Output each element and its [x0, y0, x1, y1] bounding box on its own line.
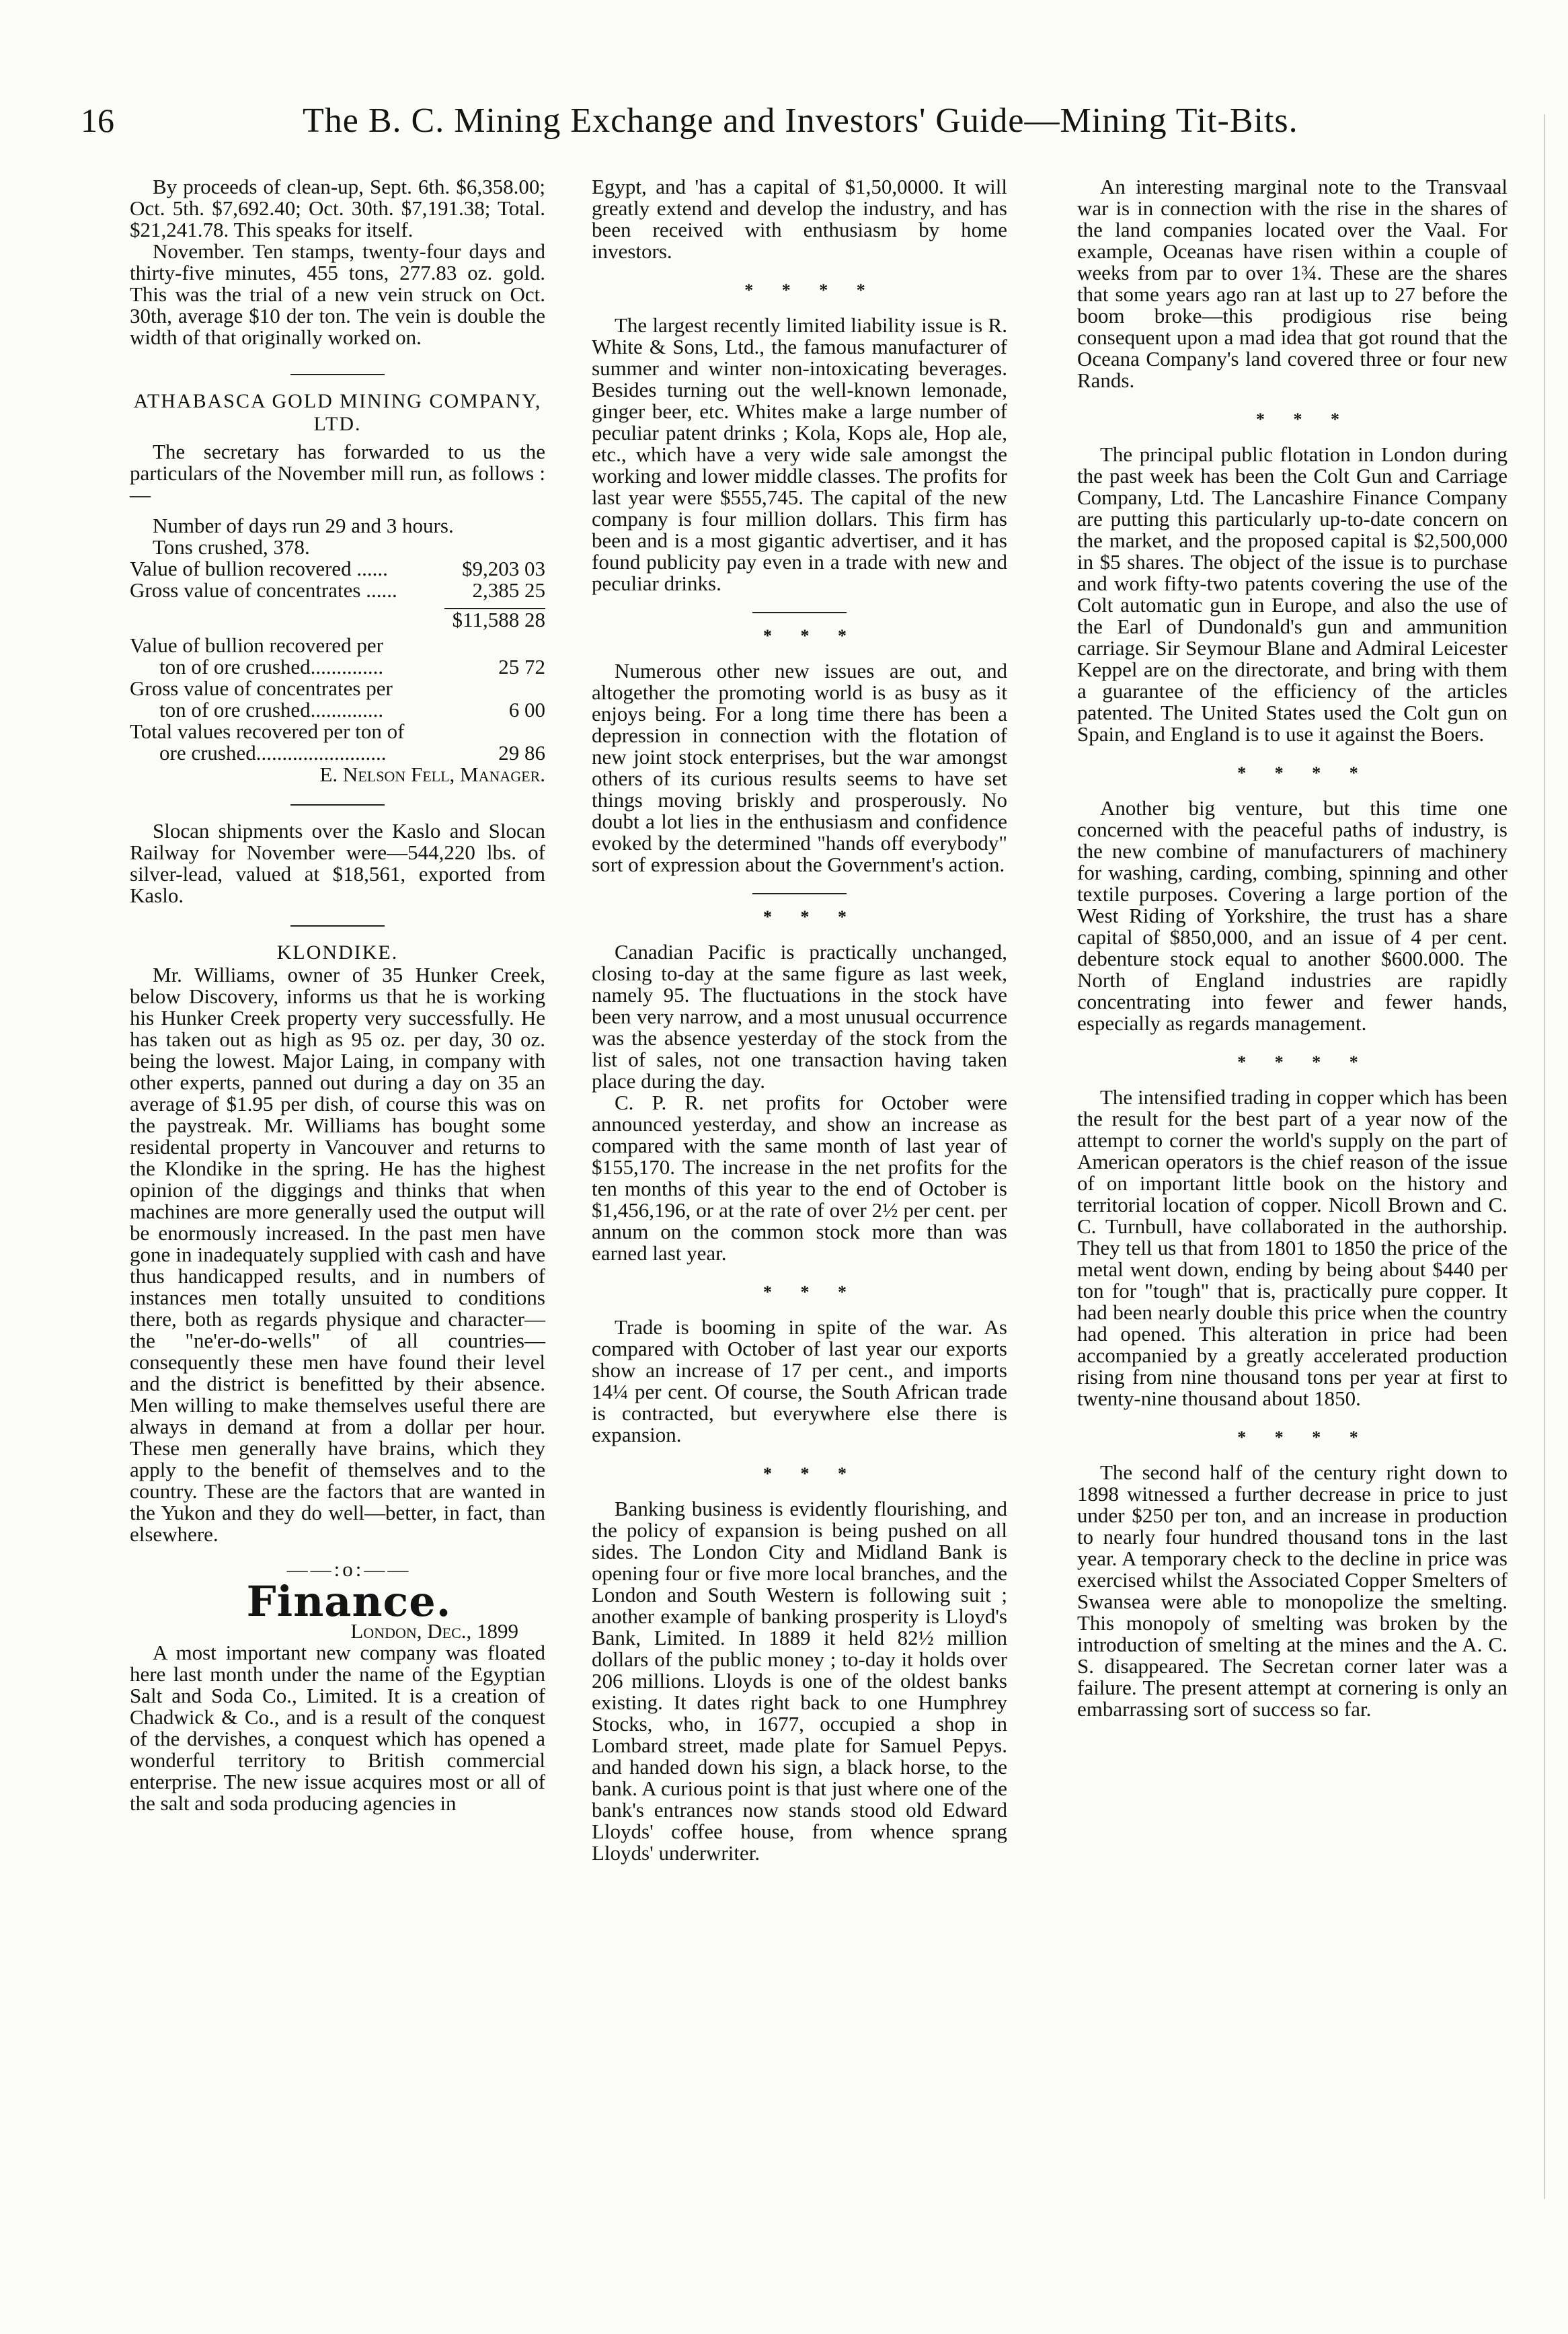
manager-signature: E. Nelson Fell, Manager. — [319, 763, 545, 786]
per-ton-total — [130, 742, 545, 764]
november-paragraph: November. Ten stamps, twenty-four days and thirty-five minutes, 455 tons, 277.83 oz. gold. This was the trial of a new vein struck on Oct. 30th, average $10 der ton. The vein is double the width of that originally worked on. — [130, 239, 545, 349]
per-ton-bullion-label: Value of bullion recovered per — [130, 633, 384, 657]
copper-paragraph: The intensified trading in copper which has been the result for the best part of a year now of the attempt to corner the world's supply on the part of American operators is the chief reason of the issue of on important little book on the history and territorial location of copper. Nicoll Brown and C. C. Turnbull, have collaborated in the authorship. They tell us that from 1801 to 1850 the price of the metal went down, ending by being about $440 per ton for "tough" that is, practically pure copper. It had been nearly double this price when the country had opened. This alteration in price had been accompanied by a greatly accelerated production rising from nine thousand tons per year at first to twenty-nine thousand about 1850. — [1077, 1085, 1507, 1410]
klondike-heading: KLONDIKE. — [276, 941, 399, 964]
venture-paragraph: Another big venture, but this time one concerned with the peaceful paths of industry, is the new combine of manufacturers of machinery for washing, carding, combing, spinning and other textile purposes. Covering a large portion of the West Riding of Yorkshire, the trust has a share capital of $850,000, and an issue of 4 per cent. debenture stock equal to another $600.000. The North of England industries are rapidly concentrating into fewer and fewer hands, especially as regards management. — [1077, 796, 1507, 1035]
section-stars: * * * — [763, 626, 859, 646]
per-ton-conc — [130, 699, 545, 721]
column-right — [1077, 176, 1507, 1720]
section-stars: * * * * — [744, 280, 877, 300]
stat-concentrates — [130, 580, 545, 601]
section-stars: * * * * — [1237, 763, 1370, 783]
section-stars: * * * — [763, 1464, 859, 1483]
century-paragraph: The second half of the century right down to 1898 witnessed a further decrease in price to just under $250 per ton, and an increase in production to nearly four hundred thousand tons in the last year. A temporary check to the decline in price was exercised whilst the Associated Copper Smelters of Swansea were able to monopolize the smelting. This monopoly of smelting was broken by the introduction of smelting at the mines and the A. C. S. disappeared. The Secretan corner later was a failure. The present attempt at cornering is only an embarrassing sort of success so far. — [1077, 1461, 1507, 1721]
per-ton-total-sub: ore crushed......................... — [159, 741, 387, 765]
tons-crushed: Tons crushed, 378. — [153, 535, 310, 559]
cleanup-paragraph: By proceeds of clean-up, Sept. 6th. $6,358.00; Oct. 5th. $7,692.40; Oct. 30th. $7,191.38; Total. $21,241.78. This speaks for itself. — [130, 175, 545, 241]
column-middle — [592, 176, 1007, 1864]
per-ton-conc-value: 6 00 — [508, 698, 545, 722]
banking-paragraph: Banking business is evidently flourishing, and the policy of expansion is being pushed on all sides. The London City and Midland Bank is opening four or five more local branches, and the London and South Western is following suit ; another example of banking prosperity is Lloyd's Bank, Limited. In 1889 it held 82½ million dollars of the public money ; to-day it holds over 206 millions. Lloyds is one of the oldest banks existing. It dates right back to one Humphrey Stocks, who, in 1677, occupied a shop in Lombard street, made plate for Samuel Pepys. and handed down his sign, a black horse, to the bank. A curious point is that just where one of the bank's entrances now stands stood old Edward Lloyds' coffee house, from whence sprang Lloyds' underwriter. — [592, 1497, 1007, 1865]
per-ton-bullion-value: 25 72 — [498, 655, 545, 678]
column-left — [130, 176, 545, 1814]
finance-dateline: London, Dec., 1899 — [350, 1619, 518, 1643]
per-ton-total-label: Total values recovered per ton of — [130, 719, 405, 743]
white-sons-paragraph: The largest recently limited liability issue is R. White & Sons, Ltd., the famous manufacturer of summer and winter non-intoxicating beverages. Besides turning out the well-known lemonade, ginger beer, etc. Whites make a large number of peculiar patent drinks ; Kola, Kops ale, Hop ale, etc., which have a very wide sale amongst the working and lower middle classes. The profits for last year were $555,745. The capital of the new company is four million dollars. This firm has been and is a most gigantic advertiser, and it has found publicity pay even in a trade with new and peculiar drinks. — [592, 313, 1007, 595]
finance-title: Finance. — [246, 1577, 452, 1626]
per-ton-total-value: 29 86 — [498, 741, 545, 765]
transvaal-paragraph: An interesting marginal note to the Transvaal war is in connection with the rise in the shares of the land companies located over the Vaal. For example, Oceanas have risen within a couple of weeks from par to over 1¾. These are the shares that some years ago ran at last up to 27 before the boom broke—this prodigious rise being consequent upon a mad idea that got round that the Oceana Company's land covered three or four new Rands. — [1077, 175, 1507, 392]
secretary-paragraph: The secretary has forwarded to us the particulars of the November mill run, as follows :— — [130, 440, 545, 506]
colt-gun-paragraph: The principal public flotation in London during the past week has been the Colt Gun and Carriage Company, Ltd. The Lancashire Finance Company are putting this particularly up-to-date concern on the market, and the proposed capital is $2,500,000 in $5 shares. The object of the issue is to purchase and work fifty-two patents covering the use of the Colt automatic gun in Europe, and also the use of the Earl of Dundonald's gun and ammunition carriage. Sir Seymour Blane and Admiral Leicester Keppel are on the directorate, and bring with them a guarantee of the efficiency of the articles patented. The United States used the Colt gun on Spain, and England is to use it against the Boers. — [1077, 442, 1507, 746]
page-number: 16 — [81, 102, 114, 139]
per-ton-conc-label: Gross value of concentrates per — [130, 676, 393, 700]
per-ton-bullion-sub: ton of ore crushed.............. — [159, 655, 384, 678]
stat-bullion — [130, 558, 545, 580]
stat-concentrates-value: 2,385 25 — [472, 578, 545, 602]
egypt-paragraph: Egypt, and 'has a capital of $1,50,0000. It will greatly extend and develop the industry, and has been received with enthusiasm by home investors. — [592, 175, 1007, 263]
slocan-paragraph: Slocan shipments over the Kaslo and Slocan Railway for November were—544,220 lbs. of silver-lead, valued at $18,561, exported from Kaslo. — [130, 819, 545, 907]
per-ton-bullion — [130, 656, 545, 678]
stat-total — [130, 609, 545, 631]
cpr-profits-paragraph: C. P. R. net profits for October were announced yesterday, and show an increase as compared with the same month of last year of $155,170. The increase in the net profits for the ten months of this year to the end of October is $1,456,196, or at the rate of over 2½ per cent. per annum on the common stock more than was earned last year. — [592, 1091, 1007, 1265]
canadian-pacific-paragraph: Canadian Pacific is practically unchanged, closing to-day at the same figure as last week, namely 95. The fluctuations in the stock have been very narrow, and a most unusual occurrence was the absence yesterday of the stock from the list of sales, not one transaction having taken place during the day. — [592, 940, 1007, 1093]
new-issues-paragraph: Numerous other new issues are out, and altogether the promoting world is as busy as it enjoys being. For a long time there has been a depression in connection with the flotation of new joint stock enterprises, but the war amongst others of its curious results seems to have set things moving briskly and prosperously. No doubt a lot lies in the enthusiasm and confidence evoked by the determined "hands off everybody" sort of expression about the Government's action. — [592, 659, 1007, 876]
athabasca-heading: ATHABASCA GOLD MINING COMPANY, LTD. — [133, 390, 542, 435]
stat-bullion-label: Value of bullion recovered ...... — [130, 557, 388, 580]
page-edge-line — [1544, 114, 1545, 2199]
finance-paragraph: A most important new company was floated here last month under the name of the Egyptian Salt and Soda Co., Limited. It is a creation of Chadwick & Co., and is a result of the conquest of the dervishes, a conquest which has opened a wonderful territory to British commercial enterprise. The new issue acquires most or all of the salt and soda producing agencies in — [130, 1641, 545, 1815]
section-stars: * * * — [763, 907, 859, 927]
stat-total-value: $11,588 28 — [452, 608, 545, 631]
section-stars: * * * — [763, 1282, 859, 1302]
stat-concentrates-label: Gross value of concentrates ...... — [130, 578, 397, 602]
section-stars: * * * — [1256, 410, 1351, 429]
section-stars: * * * * — [1237, 1428, 1370, 1447]
running-head: The B. C. Mining Exchange and Investors' Guide—Mining Tit-Bits. — [303, 102, 1298, 140]
stat-bullion-value: $9,203 03 — [462, 557, 545, 580]
klondike-paragraph: Mr. Williams, owner of 35 Hunker Creek, below Discovery, informs us that he is working his Hunker Creek property very successfully. He has taken out as high as 95 oz. per day, 30 oz. being the lowest. Major Laing, in company with other experts, panned out during a day on 35 an average of $1.95 per dish, of course this was on the paystreak. Mr. Williams has bought some residental property in Vancouver and returns to the Klondike in the spring. He has the highest opinion of the diggings and thinks that when machines are more generally used the output will be enormously increased. In the past men have gone in inadequately supplied with cash and have thus handicapped results, and in numbers of instances men totally unsuited to conditions there, both as regards physique and character—the "ne'er-do-wells" of all countries—consequently these men have found their level and the district is benefitted by their absence. Men willing to make themselves useful there are always in demand at from a dollar per hour. These men generally have brains, which they apply to the benefit of themselves and to the country. These are the factors that are wanted in the Yukon and they do well—better, in fact, than elsewhere. — [130, 963, 545, 1546]
divider-mark: ——:o:—— — [286, 1557, 411, 1581]
days-run: Number of days run 29 and 3 hours. — [153, 514, 454, 537]
trade-paragraph: Trade is booming in spite of the war. As compared with October of last year our exports show an increase of 17 per cent., and imports 14¼ per cent. Of course, the South African trade is contracted, but everywhere else there is expansion. — [592, 1315, 1007, 1446]
section-stars: * * * * — [1237, 1052, 1370, 1072]
per-ton-conc-sub: ton of ore crushed.............. — [159, 698, 384, 722]
